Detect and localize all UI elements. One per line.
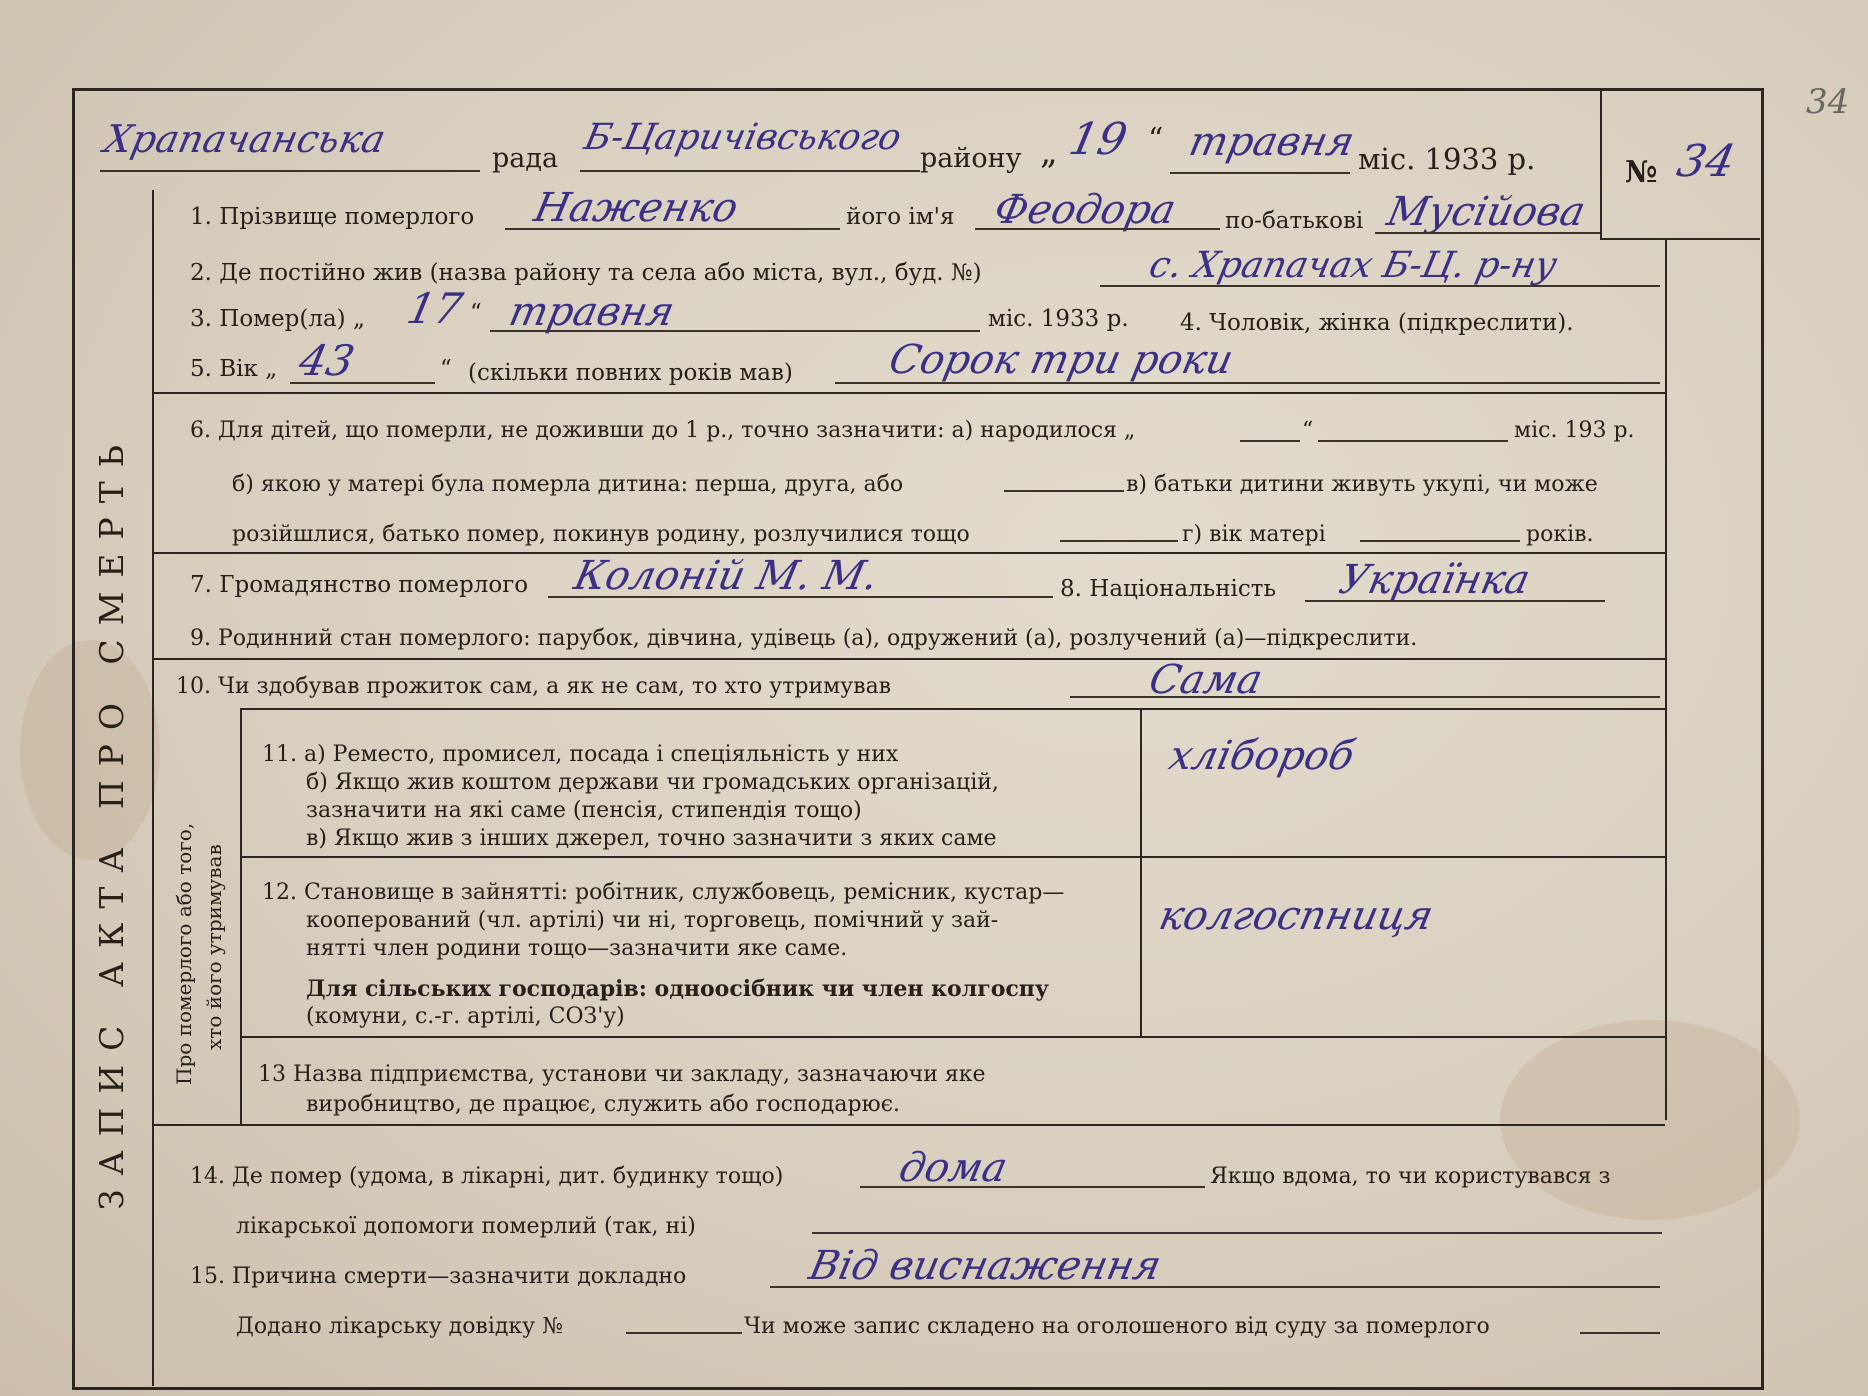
field-6-line-3a: розійшлися, батько помер, покинув родину, розлучилися тощо: [232, 522, 970, 547]
field-underline: [1100, 285, 1660, 287]
rada-label: рада: [492, 143, 559, 174]
number-label: №: [1625, 155, 1658, 190]
field-underline: [1318, 440, 1508, 442]
field-underline: [505, 228, 840, 230]
field-underline: [860, 1186, 1205, 1188]
death-month-value: травня: [505, 289, 679, 335]
death-day-value: 17: [402, 284, 467, 333]
age-quote: “: [440, 356, 452, 382]
field-12-c: нятті член родини тощо—зазначити яке саме.: [306, 936, 848, 961]
record-number: 34: [1672, 136, 1740, 187]
field-6-line-3c: років.: [1526, 522, 1594, 547]
day-quote-close: “: [1148, 122, 1164, 157]
field-underline: [548, 596, 1053, 598]
section-divider: [152, 1124, 1665, 1126]
subtable-divider: [1140, 708, 1142, 1038]
field-underline: [1070, 696, 1660, 698]
field-6-line-2b: в) батьки дитини живуть укупі, чи може: [1126, 472, 1598, 497]
day-quote-open: „: [1040, 132, 1058, 172]
field-11-c: зазначити на які саме (пенсія, стипендія тощо): [306, 798, 862, 823]
death-year-label: міс. 1933 р.: [988, 306, 1129, 332]
field-2-label: 2. Де постійно жив (назва району та села або міста, вул., буд. №): [190, 260, 982, 286]
section-divider: [152, 392, 1665, 394]
field-underline: [490, 330, 980, 332]
field-1-name-label: його ім'я: [846, 204, 955, 230]
raion-value: Б-Царичівського: [580, 117, 905, 158]
field-11-b: б) Якщо жив коштом держави чи громадських організацій,: [306, 770, 999, 795]
field-1-patronymic-label: по-батькові: [1225, 208, 1364, 234]
raion-label: району: [920, 143, 1022, 174]
field-9-label: 9. Родинний стан померлого: парубок, дівчина, удівець (а), одружений (а), розлучений (а)—підкреслити.: [190, 626, 1418, 651]
field-1-label: 1. Прізвище померлого: [190, 204, 475, 230]
employment-value: колгоспниця: [1155, 893, 1438, 939]
field-4-label: 4. Чоловік, жінка (підкреслити).: [1180, 310, 1574, 336]
field-13-b: виробництво, де працює, служить або господарює.: [306, 1092, 901, 1117]
number-box-border: [1600, 238, 1760, 240]
field-7-label: 7. Громадянство померлого: [190, 572, 529, 598]
field-11-a: 11. а) Реместо, промисел, посада і спеціяльність у них: [262, 742, 899, 767]
month-value: травня: [1185, 119, 1359, 165]
support-value: Сама: [1145, 657, 1267, 703]
field-underline: [1004, 490, 1124, 492]
citizenship-value: Колоній М. М.: [570, 553, 883, 599]
field-underline: [1580, 1332, 1660, 1334]
subtable-border: [240, 708, 242, 1124]
field-underline: [1360, 540, 1520, 542]
field-underline: [1060, 540, 1178, 542]
nationality-value: Українка: [1335, 557, 1535, 603]
field-underline: [812, 1232, 1662, 1234]
field-14-right: Якщо вдома, то чи користувався з: [1210, 1164, 1611, 1189]
body-right-border: [1665, 240, 1667, 1120]
vertical-subtitle: хто його утримував: [202, 844, 226, 1050]
section-divider: [152, 552, 1665, 554]
field-underline: [1375, 232, 1600, 234]
page-number: 34: [1806, 82, 1850, 122]
field-10-label: 10. Чи здобував прожиток сам, а як не сам, то хто утримував: [176, 674, 892, 699]
number-box-border: [1600, 90, 1602, 240]
field-underline: [770, 1286, 1660, 1288]
address-value: с. Храпачах Б-Ц. р-ну: [1145, 245, 1561, 286]
field-15-label: 15. Причина смерти—зазначити докладно: [190, 1264, 687, 1289]
field-5-label: 5. Вік „: [190, 356, 278, 382]
field-16-label: Додано лікарську довідку №: [236, 1314, 563, 1339]
year-label: міс. 1933 р.: [1358, 142, 1536, 176]
field-12-e: (комуни, с.-г. артілі, СОЗ'у): [306, 1004, 625, 1029]
field-11-d: в) Якщо жив з інших джерел, точно зазначити з яких саме: [306, 826, 997, 851]
field-13-a: 13 Назва підприємства, установи чи закладу, зазначаючи яке: [258, 1062, 986, 1087]
header-underline: [580, 170, 920, 172]
field-8-label: 8. Національність: [1060, 576, 1277, 602]
age-words-value: Сорок три роки: [885, 337, 1238, 383]
age-value: 43: [294, 336, 359, 385]
subtable-row-divider: [240, 1036, 1665, 1038]
field-6-quote: “: [1302, 418, 1314, 443]
field-underline: [1240, 440, 1300, 442]
field-6-line-2a: б) якою у матері була померла дитина: перша, друга, або: [232, 472, 904, 497]
field-12-a: 12. Становище в зайнятті: робітник, службовець, ремісник, кустар—: [262, 880, 1065, 905]
header-underline: [1170, 172, 1350, 174]
field-6-line-3b: г) вік матері: [1182, 522, 1326, 547]
field-underline: [290, 382, 435, 384]
field-14-line-2: лікарської допомоги померлий (так, ні): [236, 1214, 696, 1239]
field-12-d: Для сільських господарів: одноосібник чи член колгоспу: [306, 976, 1049, 1002]
name-value: Феодора: [990, 187, 1180, 233]
field-underline: [626, 1332, 742, 1334]
vertical-subtitle: Про померлого або того,: [172, 822, 196, 1085]
field-3-label: 3. Помер(ла) „: [190, 306, 365, 332]
day-value: 19: [1064, 114, 1132, 165]
field-underline: [1305, 600, 1605, 602]
surname-value: Наженко: [530, 185, 743, 231]
field-12-b: кооперований (чл. артілі) чи ні, торговець, помічний у зай-: [306, 908, 999, 933]
occupation-value: хлібороб: [1165, 733, 1359, 779]
section-divider: [152, 658, 1665, 660]
age-description: (скільки повних років мав): [468, 360, 793, 386]
field-16-right: Чи може запис складено на оголошеного від суду за померлого: [744, 1314, 1490, 1339]
field-underline: [975, 228, 1220, 230]
death-day-quote: “: [470, 300, 482, 326]
title-column-border: [152, 190, 154, 1386]
subtable-row-divider: [240, 856, 1665, 858]
field-6-year: міс. 193 р.: [1514, 418, 1635, 443]
subtable-border: [240, 708, 1665, 710]
place-of-death-value: дома: [895, 1145, 1012, 1191]
field-6-line-1: 6. Для дітей, що померли, не доживши до 1 р., точно зазначити: а) народилося „: [190, 418, 1136, 443]
field-underline: [835, 382, 1660, 384]
header-underline: [100, 170, 480, 172]
rada-value: Храпачанська: [100, 117, 390, 161]
cause-of-death-value: Від виснаження: [805, 1243, 1166, 1289]
patronymic-value: Мусійова: [1383, 189, 1590, 235]
vertical-title: ЗАПИС АКТА ПРО СМЕРТЬ: [92, 431, 131, 1210]
field-14-label: 14. Де помер (удома, в лікарні, дит. будинку тощо): [190, 1164, 784, 1189]
